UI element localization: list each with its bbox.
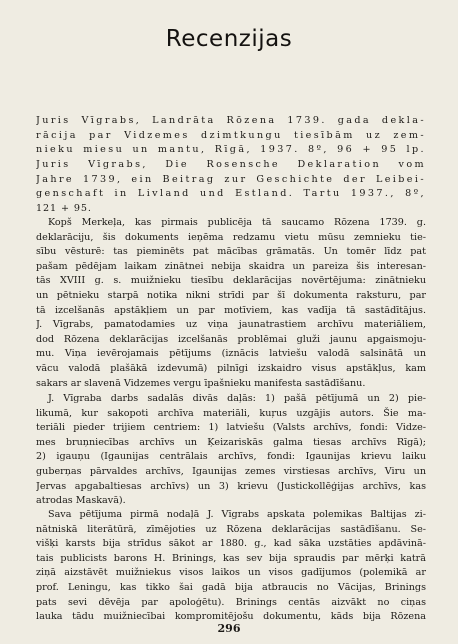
paragraph-line: sakars ar slavenā Vidzemes vergu īpašnieku manifesta sastādīšanu.: [36, 377, 366, 389]
paragraph-line: lauka tādu muižniecībai kompromitējošu dokumentu, kāds bija Rōzena: [36, 611, 426, 623]
reference-line: genschaft in Livland und Estland. Tartu 1937., 8º,: [36, 188, 426, 200]
reference-1: [36, 114, 426, 158]
paragraph-1: [36, 216, 426, 391]
paragraph-line: tais publicists barons H. Brinings, kas sev bija spraudis par mērķi katrā: [36, 552, 426, 564]
reference-line: 121 + 95.: [36, 202, 92, 214]
paragraph-line: tās XVIII g. s. muižnieku tiesību deklarācijas novērtējuma: zinātnieku: [36, 275, 426, 287]
paragraph-line: mes bruņniecības archīvs un Ķeizariskās galma tiesas archīvs Rīgā);: [36, 436, 426, 448]
paragraph-line: guberņas pārvaldes archīvs, Igaunijas zemes virstiesas archīvs, Viru un: [36, 465, 426, 477]
paragraph-line: višķi karsts bija strīdus sākot ar 1880. g., kad sāka uzstāties apdāvinā-: [36, 538, 426, 550]
paragraph-line: Sava pētījuma pirmā nodaļā J. Vīgrabs apskata polemikas Baltijas zi-: [48, 509, 426, 520]
paragraph-line: un pētnieku starpā notika nikni strīdi par šī dokumenta raksturu, par: [36, 289, 426, 301]
reference-line: nieku miesu un mantu, Rīgā, 1937. 8º, 96 + 95 lp.: [36, 144, 426, 156]
paragraph-line: ziņā aizstāvēt muižniekus visos laikos un visos gadījumos (polemikā ar: [36, 567, 426, 579]
paragraph-line: Kopš Merkeļa, kas pirmais publicēja tā saucamo Rōzena 1739. g.: [48, 217, 426, 228]
reference-line: rācija par Vidzemes dzimtkungu tiesībām uz zem-: [36, 129, 426, 141]
paragraph-line: Jervas apgabaltiesas archīvs) un 3) krievu (Justickollēģijas archīvs, kas: [36, 480, 426, 492]
paragraph-line: dod Rōzena deklarācijas izcelšanās problēmai gluži jaunu apgaismoju-: [36, 333, 426, 345]
paragraph-line: teriāli pieder trijiem centriem: 1) latviešu (Valsts archīvs, fondi: Vidze-: [36, 422, 426, 434]
paragraph-line: 2) igauņu (Igaunijas centrālais archīvs, fondi: Igaunijas krievu laiku: [36, 451, 426, 463]
reference-2: [36, 158, 426, 216]
reference-line: Jahre 1739, ein Beitrag zur Geschichte der Leibei-: [36, 173, 426, 185]
paragraph-line: mu. Viņa ievērojamais pētījums (iznācis latviešu valodā salsinātā un: [36, 348, 426, 360]
page-number: 296: [217, 622, 241, 635]
paragraph-line: prof. Leningu, kas tikko šai gadā bija atbraucis no Vācijas, Brinings: [36, 581, 426, 593]
paragraph-line: J. Vīgraba darbs sadalās divās daļās: 1) pašā pētījumā un 2) pie-: [48, 393, 426, 404]
paragraph-line: tā izcelšanās apstākļiem un par motīviem, kas vadīja tā sastādītājus.: [36, 304, 426, 316]
paragraph-2: [36, 392, 426, 509]
paragraph-line: vācu valodā plašākā izdevumā) pilnīgi izskaidro visus apstākļus, kam: [36, 362, 426, 374]
paragraph-line: pats sevi dēvēja par apoloģētu). Brinings centās aizvākt no ciņas: [36, 596, 426, 608]
reference-line: Juris Vīgrabs, Landrāta Rōzena 1739. gada dekla-: [36, 115, 426, 126]
paragraph-line: pašam pēdējam laikam zinātnei nebija skaidra un pareiza šis interesan-: [36, 260, 426, 272]
paragraph-line: deklarāciju, šis dokuments ieņēma redzamu vietu mūsu zemnieku tie-: [36, 231, 426, 243]
paragraph-line: nātniskā literātūrā, zīmējoties uz Rōzena deklarācijas sastādīšanu. Se-: [36, 523, 426, 535]
reference-line: Juris Vīgrabs, Die Rosensche Deklaration vom: [36, 159, 426, 170]
paragraph-line: J. Vīgrabs, pamatodamies uz viņa jaunatrastiem archīvu materiāliem,: [36, 319, 426, 331]
paragraph-3: [36, 508, 426, 625]
paragraph-line: sību vēsturē: tas pieminēts pat mācības grāmatās. Un tomēr līdz pat: [36, 246, 426, 258]
paragraph-line: atrodas Maskavā).: [36, 495, 126, 507]
page-title: Recenzijas: [165, 26, 293, 52]
paragraph-line: likumā, kur sakopoti archīva materiāli, kuŗus uzgājis autors. Šie ma-: [36, 407, 426, 419]
